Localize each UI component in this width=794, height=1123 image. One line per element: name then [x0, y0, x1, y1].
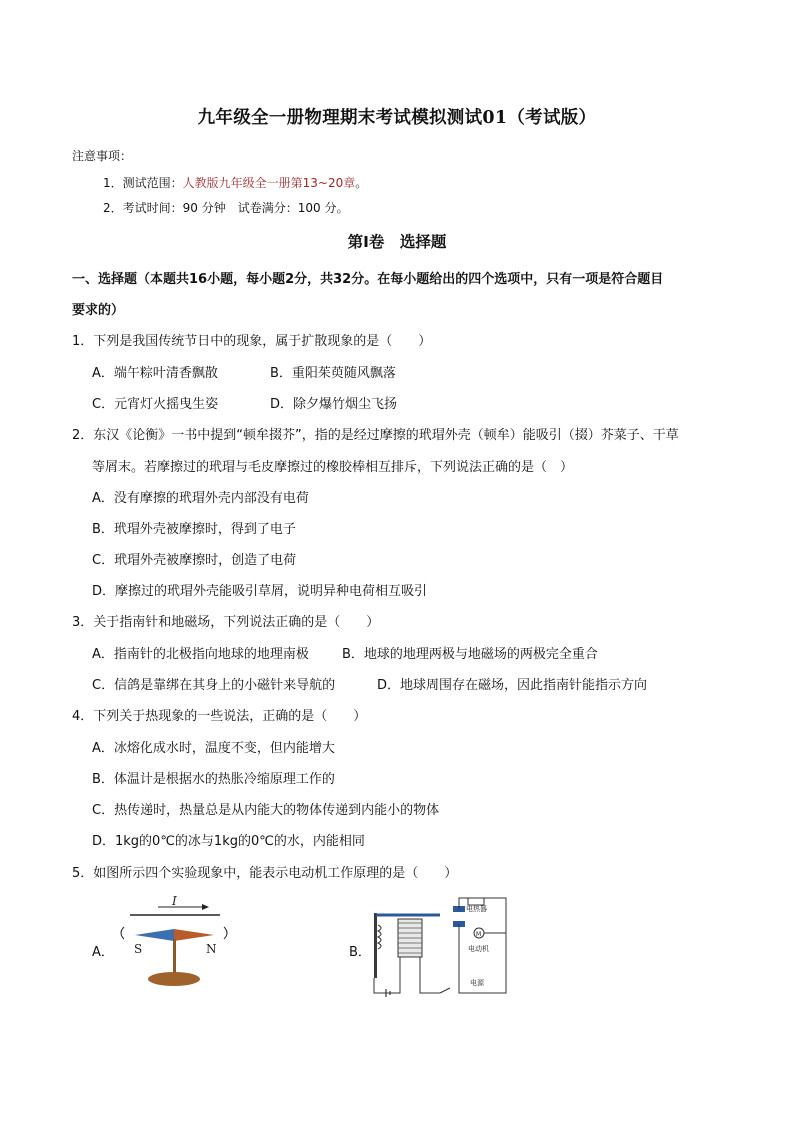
current-arrowhead: [202, 904, 209, 910]
figure-a-oersted-experiment: [110, 895, 245, 995]
note-item-1-prefix: 1．测试范围：: [103, 176, 183, 190]
note-item-1-suffix: 。: [355, 176, 368, 190]
note-item-1: [103, 174, 367, 191]
question-4-stem: 4．下列关于热现象的一些说法，正确的是（ ）: [72, 709, 367, 724]
question-3-option-b: B．地球的地理两极与地磁场的两极完全重合: [342, 647, 598, 662]
relay-frame-post: [374, 913, 377, 978]
motor-label: 电动机: [468, 945, 489, 953]
note-item-1-range: 人教版九年级全一册第13~20章: [182, 176, 356, 190]
question-4-option-c: C．热传递时，热量总是从内能大的物体传递到内能小的物体: [92, 803, 440, 818]
question-3-option-d: D．地球周围存在磁场，因此指南针能指示方向: [377, 678, 648, 693]
question-2-option-c: C．玳瑁外壳被摩擦时，创造了电荷: [92, 553, 297, 568]
needle-stand-pole: [173, 939, 176, 977]
motor-symbol: M: [476, 931, 482, 938]
question-1-option-d: D．除夕爆竹烟尘飞扬: [270, 397, 398, 412]
needle-stand-base: [148, 972, 200, 986]
needle-south-half: [135, 929, 174, 941]
question-2-stem-line-1: 2．东汉《论衡》一书中提到“顿牟掇芥”，指的是经过摩擦的玳瑁外壳（顿牟）能吸引（掇）芥菜子、干草: [72, 428, 679, 443]
document-title: 九年级全一册物理期末考试模拟测试01（考试版）: [197, 108, 597, 128]
question-3-option-c: C．信鸽是靠绑在其身上的小磁针来导航的: [92, 678, 336, 693]
question-5-option-b: B．: [349, 945, 371, 960]
control-circuit-wire-right: [420, 957, 440, 993]
volume-title: 第Ⅰ卷 选择题: [347, 233, 447, 251]
question-1-stem: 1．下列是我国传统节日中的现象，属于扩散现象的是（ ）: [72, 334, 432, 349]
control-switch: [440, 988, 450, 993]
question-4-option-a: A．冰熔化成水时，温度不变，但内能增大: [92, 741, 335, 756]
note-item-2: 2．考试时间：90 分钟 试卷满分：100 分。: [103, 201, 349, 215]
question-1-option-c: C．元宵灯火摇曳生姿: [92, 397, 219, 412]
needle-north-half: [174, 929, 214, 941]
question-3-option-a: A．指南针的北极指向地球的地理南极: [92, 647, 309, 662]
question-5-stem: 5．如图所示四个实验现象中，能表示电动机工作原理的是（ ）: [72, 866, 458, 881]
relay-spring: [378, 925, 381, 949]
heater-symbol: [468, 898, 484, 905]
question-1-option-b: B．重阳茱萸随风飘落: [270, 366, 396, 381]
rotation-arrow-left-icon: [121, 927, 124, 939]
rotation-arrow-right-icon: [224, 927, 227, 939]
control-circuit-wire-left: [374, 957, 400, 993]
question-1-option-a: A．端午粽叶清香飘散: [92, 366, 218, 381]
figure-b-relay-circuit: [370, 893, 510, 998]
question-2-stem-line-2: 等屑末。若摩擦过的玳瑁与毛皮摩擦过的橡胶棒相互排斥，下列说法正确的是（ ）: [92, 460, 574, 475]
section-instruction-line-1: 一、选择题（本题共16小题，每小题2分，共32分。在每小题给出的四个选项中，只有一项是符合题目: [72, 272, 664, 287]
question-3-stem: 3．关于指南针和地磁场，下列说法正确的是（ ）: [72, 615, 380, 630]
question-4-option-b: B．体温计是根据水的热胀冷缩原理工作的: [92, 772, 335, 787]
section-instruction-line-2: 要求的）: [72, 303, 125, 318]
notes-heading: 注意事项：: [72, 149, 133, 163]
north-pole-label: N: [206, 942, 217, 956]
power-source-label: 电源: [470, 979, 484, 987]
question-2-option-a: A．没有摩擦的玳瑁外壳内部没有电荷: [92, 491, 309, 506]
question-2-option-d: D．摩擦过的玳瑁外壳能吸引草屑，说明异种电荷相互吸引: [92, 584, 428, 599]
heater-label: 电热器: [466, 905, 487, 913]
question-5-option-a: A．: [92, 945, 114, 960]
question-4-option-d: D．1kg的0℃的冰与1kg的0℃的水，内能相同: [92, 834, 365, 849]
south-pole-label: S: [134, 942, 143, 956]
question-2-option-b: B．玳瑁外壳被摩擦时，得到了电子: [92, 522, 296, 537]
current-label: I: [172, 895, 177, 908]
